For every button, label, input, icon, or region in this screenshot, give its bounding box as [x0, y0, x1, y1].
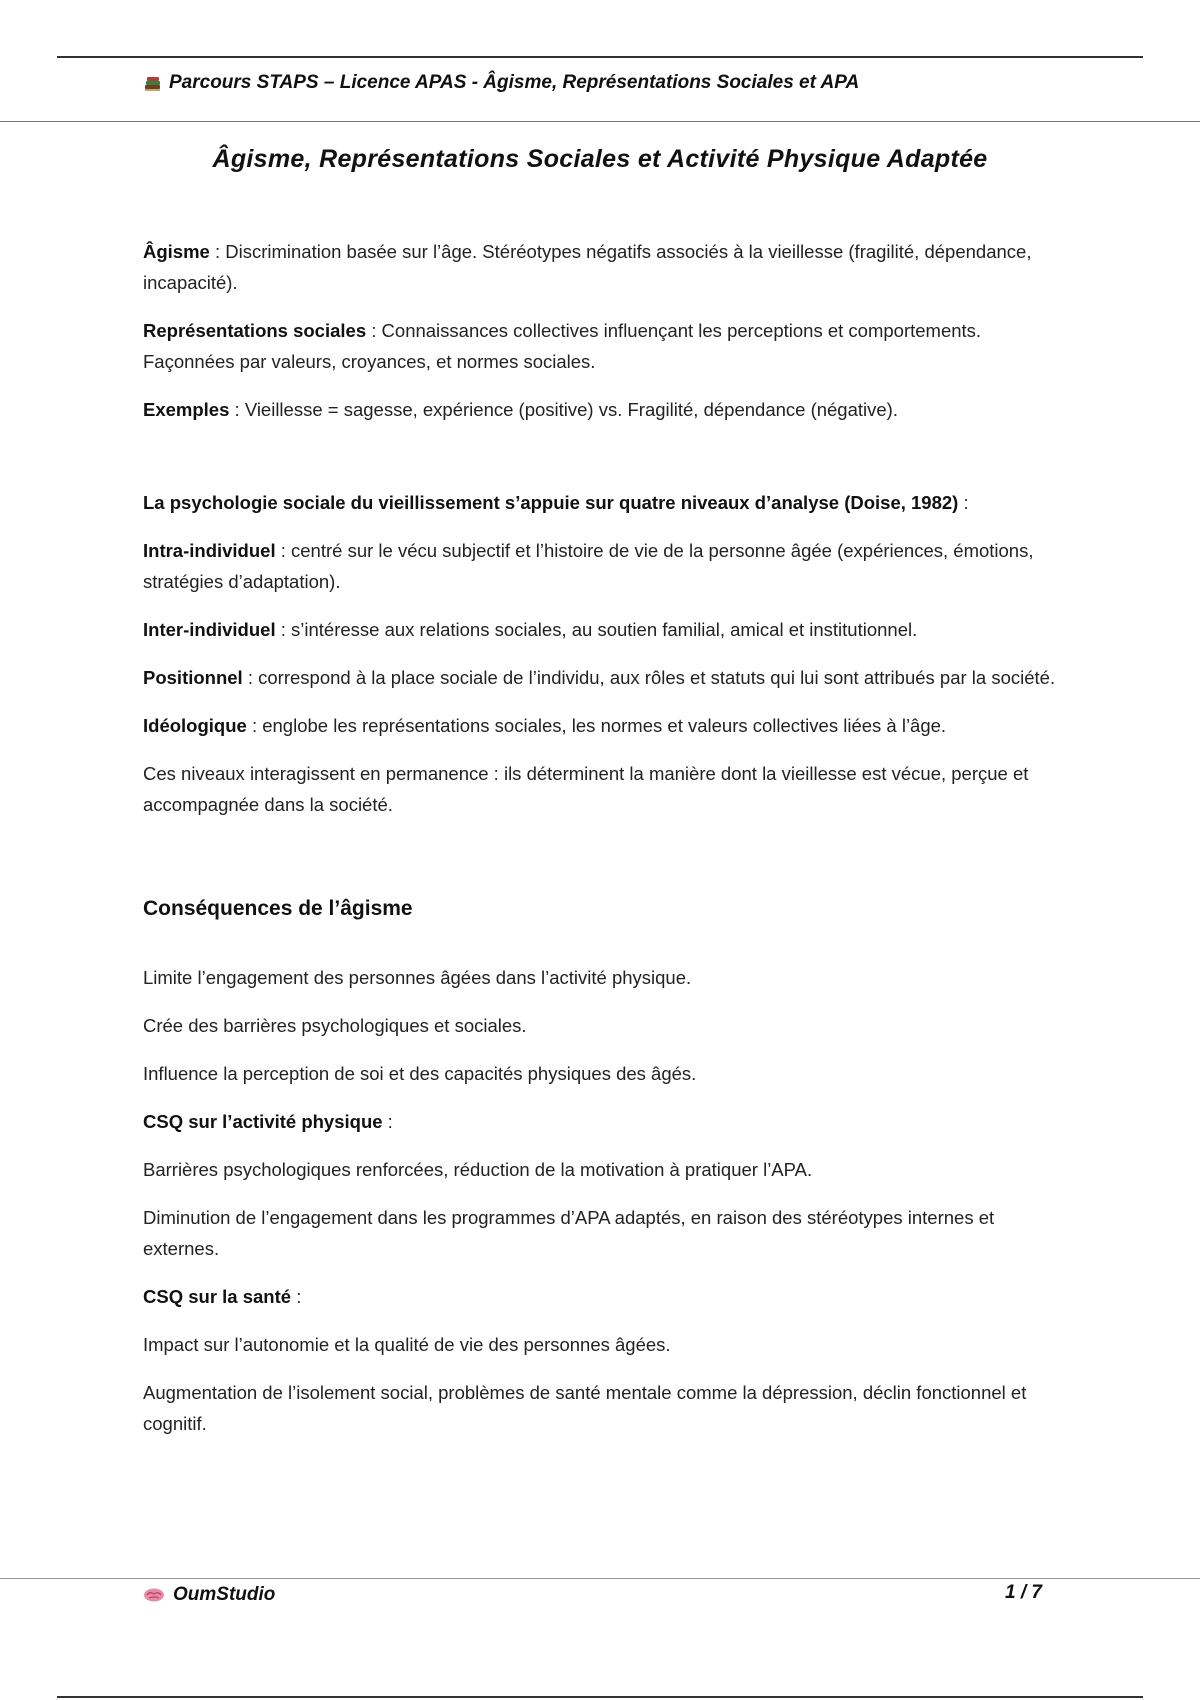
running-footer — [143, 1580, 275, 1610]
level-text: englobe les représentations sociales, les normes et valeurs collectives liées à l’âge. — [262, 715, 947, 736]
section-title-consequences: Conséquences de l’âgisme — [143, 897, 413, 920]
level-ideologique: Idéologique : englobe les représentations sociales, les normes et valeurs collectives liées à l’âge. — [143, 715, 947, 736]
header-rule-top — [57, 56, 1143, 58]
level-term: Positionnel — [143, 667, 243, 688]
definition-text: Discrimination basée sur l’âge. Stéréotypes négatifs associés à la vieillesse (fragilité, dépendance, incapacité). — [143, 241, 1032, 293]
subheading-activity: CSQ sur l’activité physique : — [143, 1111, 393, 1132]
levels-conclusion: Ces niveaux interagissent en permanence : ils déterminent la manière dont la vieillesse est vécue, perçue et accompagnée dans la société. — [143, 763, 1029, 815]
level-text: s’intéresse aux relations sociales, au soutien familial, amical et institutionnel. — [291, 619, 918, 640]
health-item: Augmentation de l’isolement social, problèmes de santé mentale comme la dépression, déclin fonctionnel et cognitif. — [143, 1382, 1027, 1434]
definition-text: Connaissances collectives influençant les perceptions et comportements. Façonnées par valeurs, croyances, et normes sociales. — [143, 320, 982, 372]
subheading-health: CSQ sur la santé : — [143, 1286, 302, 1307]
level-term: Intra-individuel — [143, 540, 276, 561]
document-title: Âgisme, Représentations Sociales et Activité Physique Adaptée — [212, 145, 988, 173]
health-item: Impact sur l’autonomie et la qualité de vie des personnes âgées. — [143, 1334, 671, 1355]
definition-term: Âgisme — [143, 241, 210, 262]
consequence-item: Limite l’engagement des personnes âgées dans l’activité physique. — [143, 967, 692, 988]
definition-term: Exemples — [143, 399, 230, 420]
header-text: Parcours STAPS – Licence APAS - Âgisme, Représentations Sociales et APA — [169, 72, 860, 93]
definition-text: Vieillesse = sagesse, expérience (positive) vs. Fragilité, dépendance (négative). — [244, 399, 898, 420]
consequence-item: Crée des barrières psychologiques et sociales. — [143, 1015, 527, 1036]
books-icon — [143, 73, 163, 93]
level-text: centré sur le vécu subjectif et l’histoire de vie de la personne âgée (expériences, émotions, stratégies d’adaptation). — [143, 540, 1034, 592]
consequence-item: Influence la perception de soi et des capacités physiques des âgés. — [143, 1063, 697, 1084]
running-header — [143, 72, 859, 94]
definition-exemples: Exemples : Vieillesse = sagesse, expérience (positive) vs. Fragilité, dépendance (négative). — [143, 399, 898, 420]
footer-rule-bottom — [57, 1696, 1143, 1698]
definition-representations: Représentations sociales : Connaissances collectives influençant les perceptions et comportements. Façonnées par valeurs, croyances, et normes sociales. — [143, 320, 982, 372]
header-rule-bottom — [0, 121, 1200, 122]
activity-item: Barrières psychologiques renforcées, réduction de la motivation à pratiquer l’APA. — [143, 1159, 813, 1180]
level-positionnel: Positionnel : correspond à la place sociale de l’individu, aux rôles et statuts qui lui sont attribués par la société. — [143, 667, 1056, 688]
activity-item: Diminution de l’engagement dans les programmes d’APA adaptés, en raison des stéréotypes internes et externes. — [143, 1207, 995, 1259]
level-intra-individuel: Intra-individuel : centré sur le vécu subjectif et l’histoire de vie de la personne âgée (expériences, émotions, stratégies d’adaptation). — [143, 540, 1034, 592]
brain-icon — [143, 1587, 165, 1603]
footer-rule-top — [0, 1578, 1200, 1579]
level-term: Idéologique — [143, 715, 247, 736]
levels-intro: La psychologie sociale du vieillissement s’appuie sur quatre niveaux d’analyse (Doise, 1982) : — [143, 492, 969, 513]
level-text: correspond à la place sociale de l’individu, aux rôles et statuts qui lui sont attribués par la société. — [258, 667, 1056, 688]
page-number: 1 / 7 — [1005, 1582, 1042, 1603]
definition-term: Représentations sociales — [143, 320, 367, 341]
level-inter-individuel: Inter-individuel : s’intéresse aux relations sociales, au soutien familial, amical et institutionnel. — [143, 619, 918, 640]
definition-agisme: Âgisme : Discrimination basée sur l’âge. Stéréotypes négatifs associés à la vieillesse (fragilité, dépendance, incapacité). — [143, 241, 1032, 293]
spacer — [143, 442, 1063, 487]
document-body — [143, 236, 1063, 1456]
level-term: Inter-individuel — [143, 619, 276, 640]
footer-brand: OumStudio — [173, 1584, 276, 1605]
spacer — [143, 837, 1063, 893]
